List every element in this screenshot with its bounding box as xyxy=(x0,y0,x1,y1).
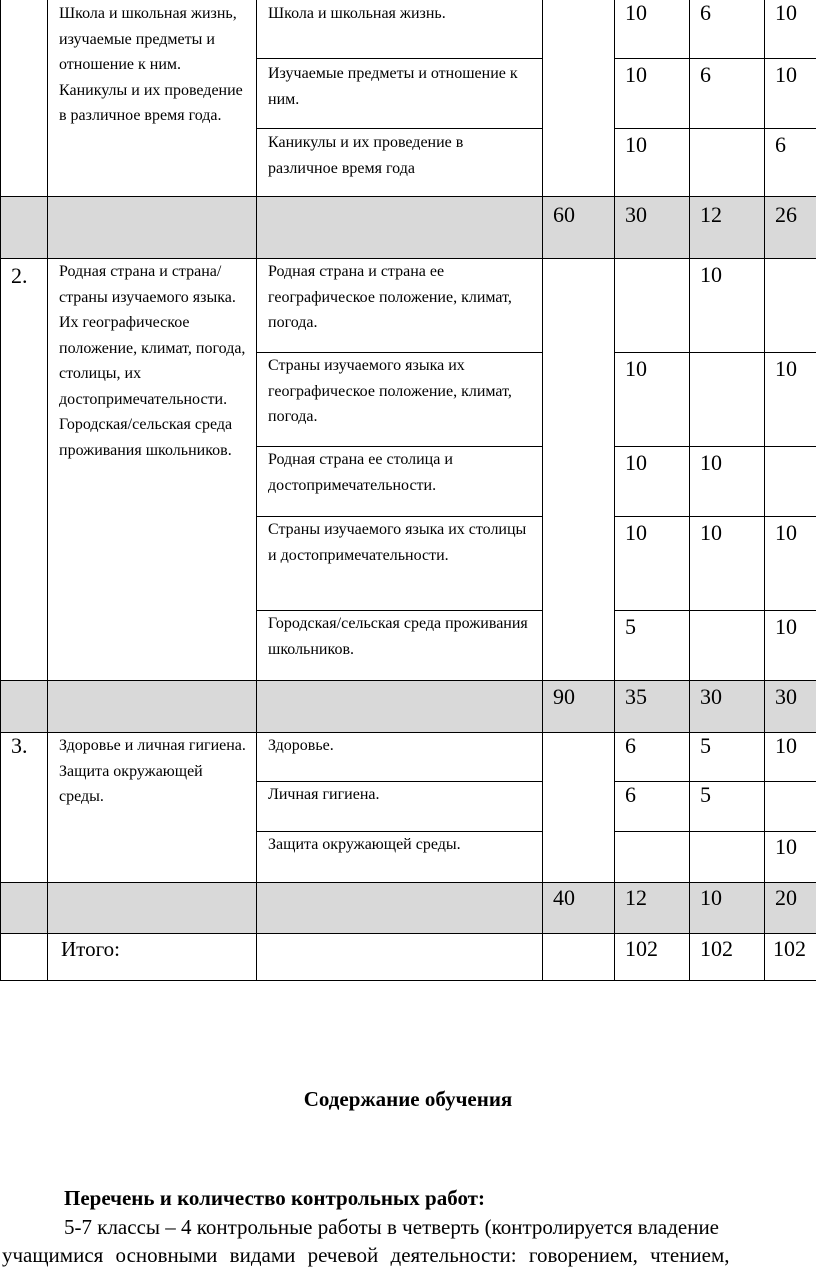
subtotal-total-hours: 60 xyxy=(542,196,615,259)
grade6-hours xyxy=(689,128,765,197)
subtopic-cell: Личная гигиена. xyxy=(256,781,543,832)
paragraph-line-1: 5-7 классы – 4 контрольные работы в четверть (контролируется владение xyxy=(64,1215,719,1239)
subtopic-cell: Защита окружающей среды. xyxy=(256,831,543,883)
subtopic-cell: Здоровье. xyxy=(256,732,543,782)
row-number-cell xyxy=(0,0,48,197)
subtotal-cell xyxy=(256,882,543,934)
grade6-hours: 6 xyxy=(689,58,765,129)
grade7-hours: 10 xyxy=(764,352,816,447)
subtotal-grade7: 20 xyxy=(764,882,816,934)
subtopic-cell: Каникулы и их проведение в различное время года xyxy=(256,128,543,197)
grade7-hours: 10 xyxy=(764,831,816,883)
subtotal-grade6: 12 xyxy=(689,196,765,259)
topic-cell: Школа и школьная жизнь, изучаемые предметы и отношение к ним. Каникулы и их проведение в различное время года. xyxy=(47,0,257,197)
total-hours-cell xyxy=(542,258,615,681)
grade6-hours: 5 xyxy=(689,732,765,782)
grade6-hours: 5 xyxy=(689,781,765,832)
itogo-subtopic-cell xyxy=(256,933,543,981)
topic-cell: Здоровье и личная гигиена. Защита окружающей среды. xyxy=(47,732,257,883)
row-number-cell: 3. xyxy=(0,732,48,883)
grade5-hours: 6 xyxy=(614,781,690,832)
paragraph-line-2: учащимися основными видами речевой деятельности: говорением, чтением, xyxy=(2,1243,730,1267)
subtopic-cell: Страны изучаемого языка их столицы и достопримечательности. xyxy=(256,516,543,611)
grade5-hours: 10 xyxy=(614,516,690,611)
grade7-hours: 6 xyxy=(764,128,816,197)
subtotal-grade5: 12 xyxy=(614,882,690,934)
subtotal-grade6: 30 xyxy=(689,680,765,733)
subtopic-cell: Страны изучаемого языка их географическое положение, климат, погода. xyxy=(256,352,543,447)
grade7-hours: 10 xyxy=(764,610,816,681)
subtotal-cell xyxy=(0,882,48,934)
topic-cell: Родная страна и страна/страны изучаемого языка. Их географическое положение, климат, погода, столицы, их достопримечательности. Городская/сельская среда проживания школьников. xyxy=(47,258,257,681)
grade5-hours: 10 xyxy=(614,128,690,197)
grade6-hours: 10 xyxy=(689,258,765,353)
subtotal-cell xyxy=(47,680,257,733)
subtopic-cell: Школа и школьная жизнь. xyxy=(256,0,543,59)
itogo-number-cell xyxy=(0,933,48,981)
subtopic-cell: Городская/сельская среда проживания школьников. xyxy=(256,610,543,681)
itogo-grade7: 102 xyxy=(764,933,816,981)
itogo-grade6: 102 xyxy=(689,933,765,981)
grade7-hours: 10 xyxy=(764,58,816,129)
total-hours-cell xyxy=(542,732,615,883)
grade5-hours: 10 xyxy=(614,352,690,447)
subtotal-total-hours: 40 xyxy=(542,882,615,934)
grade7-hours: 10 xyxy=(764,0,816,59)
subtotal-cell xyxy=(47,882,257,934)
section-heading: Содержание обучения xyxy=(303,1087,513,1111)
grade6-hours: 10 xyxy=(689,516,765,611)
itogo-grade5: 102 xyxy=(614,933,690,981)
itogo-total-hours xyxy=(542,933,615,981)
grade5-hours: 5 xyxy=(614,610,690,681)
subtopic-cell: Изучаемые предметы и отношение к ним. xyxy=(256,58,543,129)
grade6-hours: 10 xyxy=(689,446,765,517)
grade5-hours: 6 xyxy=(614,732,690,782)
grade7-hours: 10 xyxy=(764,732,816,782)
grade6-hours: 6 xyxy=(689,0,765,59)
row-number-cell: 2. xyxy=(0,258,48,681)
total-hours-cell xyxy=(542,0,615,197)
grade5-hours: 10 xyxy=(614,446,690,517)
subtotal-grade5: 30 xyxy=(614,196,690,259)
grade6-hours xyxy=(689,610,765,681)
grade6-hours xyxy=(689,352,765,447)
itogo-label: Итого: xyxy=(47,933,257,981)
grade5-hours: 10 xyxy=(614,0,690,59)
grade7-hours xyxy=(764,781,816,832)
grade6-hours xyxy=(689,831,765,883)
subtotal-total-hours: 90 xyxy=(542,680,615,733)
grade5-hours xyxy=(614,831,690,883)
subtotal-cell xyxy=(0,196,48,259)
subtotal-cell xyxy=(47,196,257,259)
grade7-hours xyxy=(764,446,816,517)
subtotal-cell xyxy=(256,680,543,733)
subtotal-grade6: 10 xyxy=(689,882,765,934)
subtotal-cell xyxy=(256,196,543,259)
subtotal-grade7: 26 xyxy=(764,196,816,259)
subtopic-cell: Родная страна ее столица и достопримечательности. xyxy=(256,446,543,517)
grade7-hours: 10 xyxy=(764,516,816,611)
grade5-hours xyxy=(614,258,690,353)
grade7-hours xyxy=(764,258,816,353)
subtopic-cell: Родная страна и страна ее географическое положение, климат, погода. xyxy=(256,258,543,353)
grade5-hours: 10 xyxy=(614,58,690,129)
subsection-heading: Перечень и количество контрольных работ: xyxy=(64,1186,485,1210)
subtotal-grade5: 35 xyxy=(614,680,690,733)
subtotal-grade7: 30 xyxy=(764,680,816,733)
subtotal-cell xyxy=(0,680,48,733)
